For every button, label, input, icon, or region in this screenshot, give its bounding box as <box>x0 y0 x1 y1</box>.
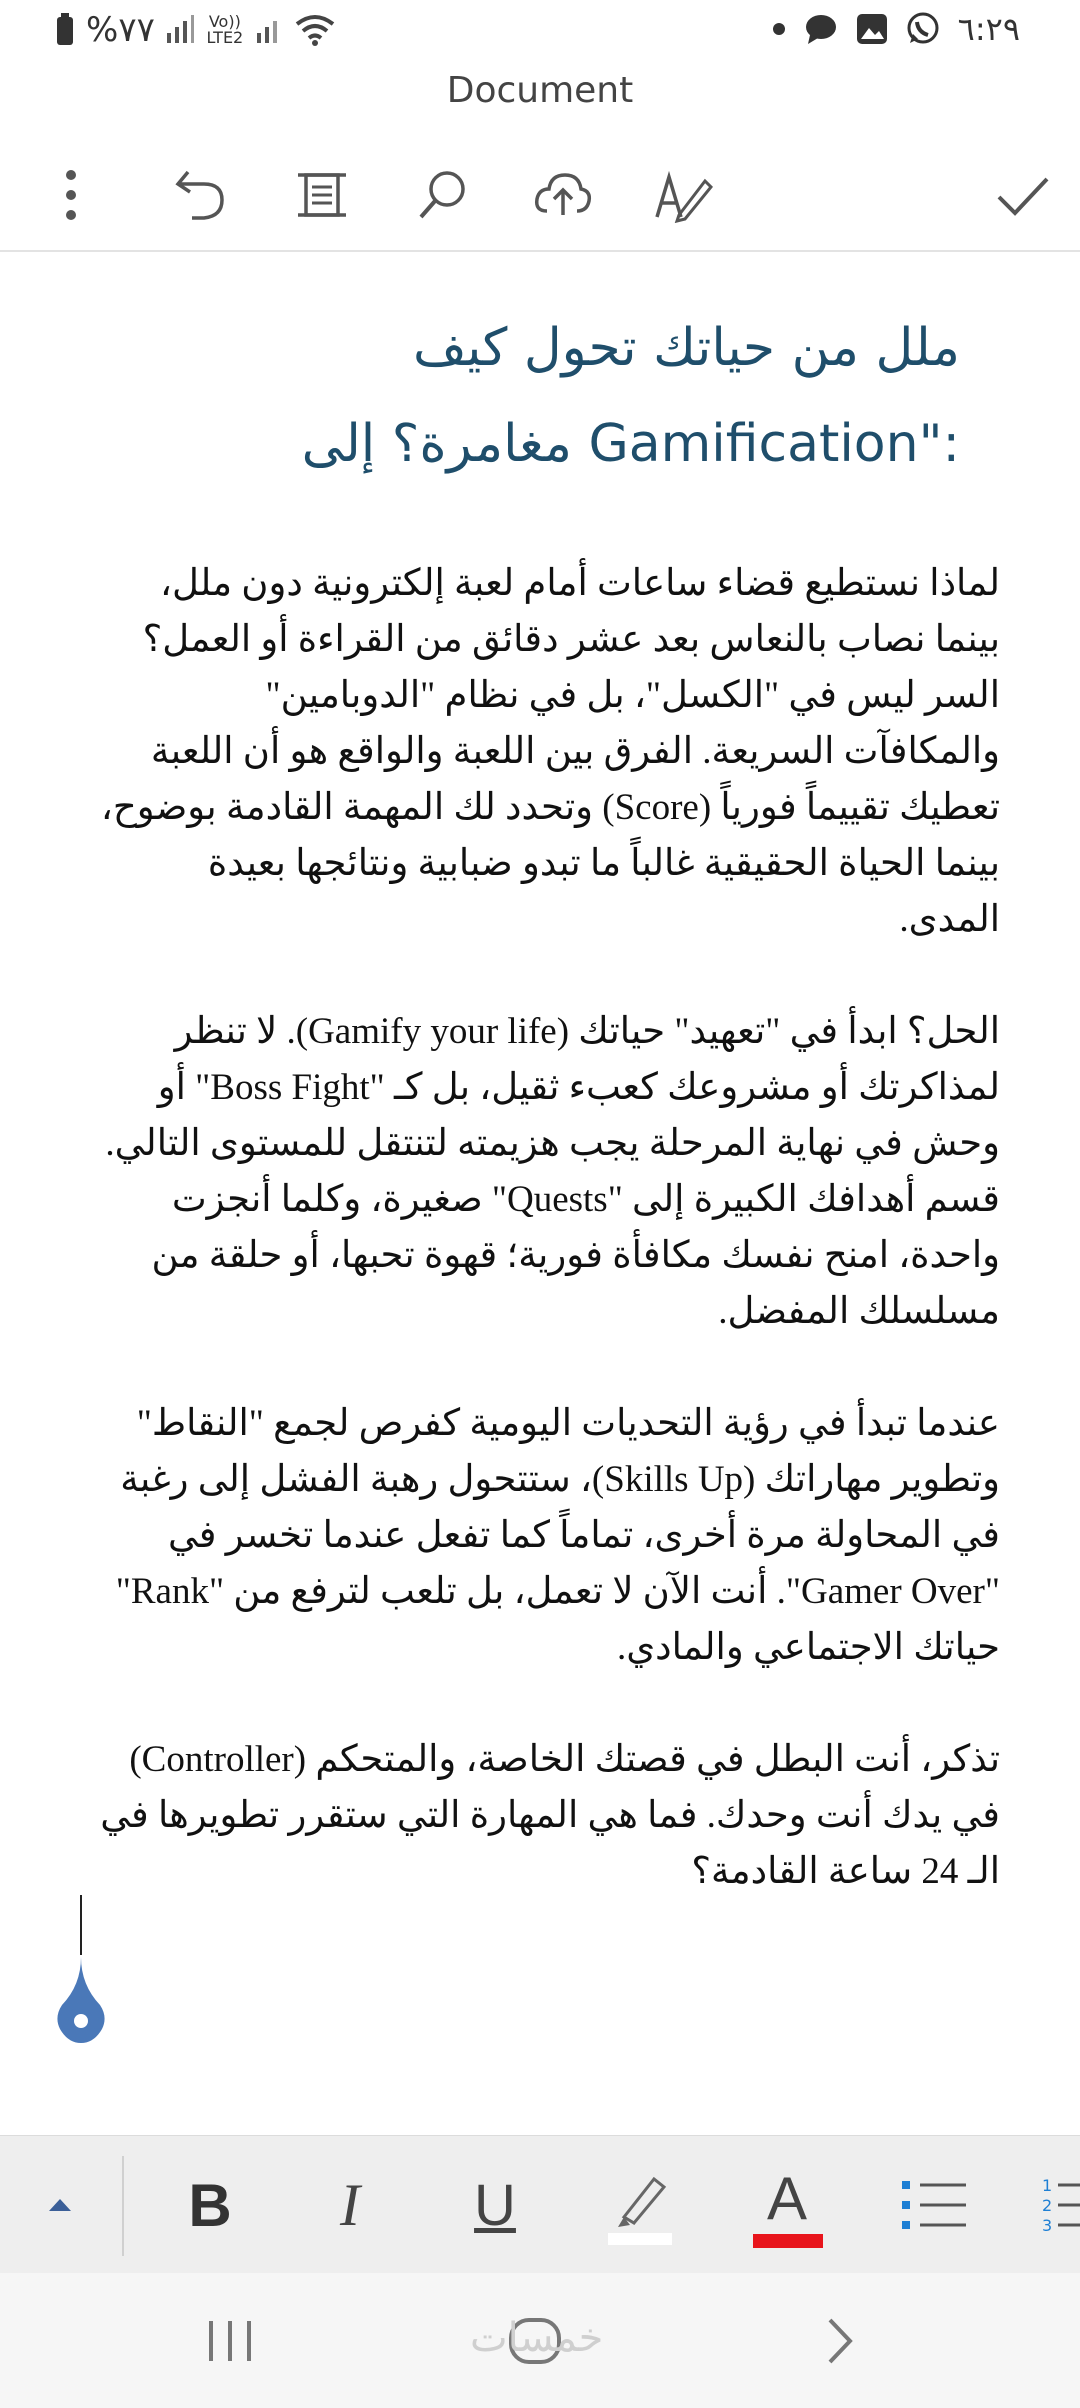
recent-apps-icon[interactable] <box>190 2273 270 2408</box>
reading-view-icon[interactable] <box>287 160 357 230</box>
back-icon[interactable] <box>800 2273 880 2408</box>
numbering-button[interactable] <box>1038 2136 1080 2274</box>
status-bar <box>0 0 1080 72</box>
battery-percent: %٧٧ <box>86 10 155 50</box>
paragraph[interactable]: عندما تبدأ في رؤية التحديات اليومية كفرص لجمع "النقاط" وتطوير مهاراتك (Skills Up)، ستتحول رهبة الفشل إلى رغبة في المحاولة مرة أخرى، تماماً كما تفعل عندما تخسر في "Gamer Over". أنت الآن لا تعمل، بل تلعب لترفع من "Rank" حياتك الاجتماعي والمادي. <box>115 1403 1000 1668</box>
status-right <box>772 10 1020 48</box>
underline-button[interactable]: U <box>474 2172 516 2238</box>
bold-button[interactable]: B <box>188 2171 232 2239</box>
whatsapp-icon <box>906 12 940 46</box>
italic-button[interactable]: I <box>340 2171 360 2238</box>
paragraph[interactable]: تذكر، أنت البطل في قصتك الخاصة، والمتحكم (Controller) في يدك أنت وحدك. فما هي المهارة التي ستقرر تطويرها في الـ 24 ساعة القادمة؟ <box>100 1739 1000 1892</box>
clock: ٦:٢٩ <box>957 10 1020 48</box>
document-body[interactable] <box>100 556 1000 1956</box>
battery-icon <box>54 13 76 47</box>
status-left <box>54 10 335 50</box>
upload-icon[interactable] <box>528 160 598 230</box>
gallery-icon <box>856 13 888 45</box>
paragraph[interactable]: الحل؟ ابدأ في "تعهيد" حياتك (Gamify your life). لا تنظر لمذاكرتك أو مشروعك كعبء ثقيل، بل كـ "Boss Fight" أو وحش في نهاية المرحلة يجب هزيمته لتنتقل للمستوى التالي. قسم أهدافك الكبيرة إلى "Quests" صغيرة، وكلما أنجزت واحدة، امنح نفسك مكافأة فورية؛ قهوة تحبها، أو حلقة من مسلسلك المفضل. <box>105 1011 1000 1332</box>
message-icon <box>804 13 838 45</box>
format-separator <box>122 2156 124 2256</box>
paragraph[interactable]: لماذا نستطيع قضاء ساعات أمام لعبة إلكترونية دون ملل، بينما نصاب بالنعاس بعد عشر دقائق من القراءة أو العمل؟ السر ليس في "الكسل"، بل في نظام "الدوبامين" والمكافآت السريعة. الفرق بين اللعبة والواقع هو أن اللعبة تعطيك تقييماً فورياً (Score) وتحدد لك المهمة القادمة بوضوح، بينما الحياة الحقيقية غالباً ما تبدو ضبابية ونتائجها بعيدة المدى. <box>100 563 1000 940</box>
watermark: خمسات <box>470 2315 604 2361</box>
font-color-swatch <box>753 2234 823 2248</box>
svg-text:3: 3 <box>1042 2216 1053 2235</box>
edit-pen-icon[interactable] <box>648 160 718 230</box>
cursor-handle-icon[interactable] <box>54 1955 108 2049</box>
top-toolbar <box>0 140 1080 250</box>
expand-up-icon[interactable] <box>30 2136 90 2274</box>
wifi-icon <box>295 14 335 46</box>
undo-icon[interactable] <box>166 160 236 230</box>
font-color-button[interactable] <box>748 2136 828 2274</box>
text-cursor <box>80 1895 82 1955</box>
bullets-button[interactable] <box>895 2136 975 2274</box>
document-heading[interactable]: ملل من حياتك تحول كيف :"Gamification مغامرة؟ إلى <box>301 318 960 474</box>
format-toolbar <box>0 2135 1080 2274</box>
svg-text:2: 2 <box>1042 2196 1053 2215</box>
dot-icon <box>772 22 786 36</box>
svg-text:1: 1 <box>1042 2176 1053 2195</box>
search-icon[interactable] <box>408 160 478 230</box>
document-title[interactable]: Document <box>446 70 634 111</box>
toolbar-divider <box>0 250 1080 252</box>
network-label: Vo)) LTE2 <box>206 12 244 47</box>
signal-2-icon <box>255 15 285 45</box>
more-icon[interactable] <box>36 160 106 230</box>
done-check-icon[interactable] <box>988 160 1058 230</box>
highlight-button[interactable] <box>600 2136 680 2274</box>
font-color-letter: A <box>767 2165 808 2232</box>
signal-icon <box>165 15 195 45</box>
